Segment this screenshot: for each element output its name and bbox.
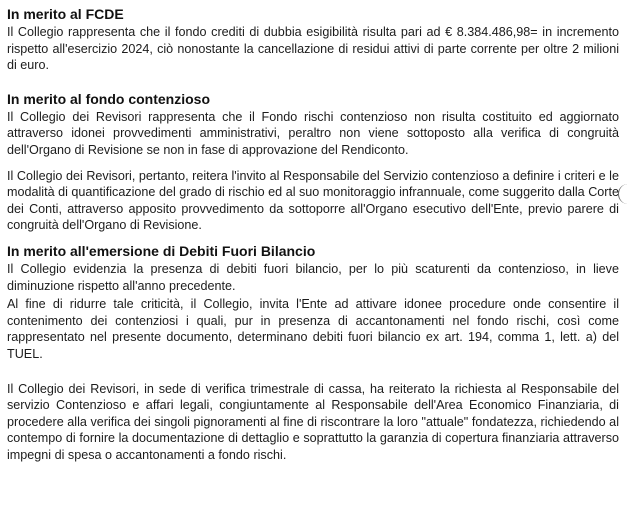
section-heading-fcde: In merito al FCDE [7, 6, 124, 22]
paragraph-fcde-1: Il Collegio rappresenta che il fondo crediti di dubbia esigibilità risulta pari ad € 8.384.486,98= in incremento rispetto all'esercizio 2024, ciò nonostante la cancellazione di residui attivi di parte corrente per oltre 2 milioni di euro. [7, 25, 619, 73]
document-page [7, 4, 619, 463]
section-debiti-fuori-bilancio [7, 243, 619, 363]
section-heading-debiti: In merito all'emersione di Debiti Fuori Bilancio [7, 242, 316, 259]
paragraph-debiti-1: Il Collegio evidenzia la presenza di debiti fuori bilancio, per lo più scaturenti da contenzioso, in lieve diminuzione rispetto all'anno precedente. [7, 261, 619, 293]
margin-bracket-mark [618, 184, 627, 204]
paragraph-cassa-1: Il Collegio dei Revisori, in sede di verifica trimestrale di cassa, ha reiterato la richiesta al Responsabile del servizio Contenzioso e affari legali, congiuntamente al Responsabile dell'Area Economico Finanziaria, di procedere alla verifica dei singoli pignoramenti al fine di riscontrare la loro "attuale" fondatezza, richiedendo al contempo di fornire la documentazione di dettaglio e soprattutto la garanzia di copertura finanziaria attraverso impegni di spesa o accantonamenti a fondo rischi. [7, 381, 619, 462]
paragraph-debiti-2: Al fine di ridurre tale criticità, il Collegio, invita l'Ente ad attivare idonee procedure onde consentire il contenimento dei contenziosi i quali, pur in presenza di accantonamenti nel fondo rischi, così come rappresentato nel presente documento, determinano debiti fuori bilancio ex art. 194, comma 1, lett. a) del TUEL. [7, 297, 619, 361]
section-verifica-cassa [7, 381, 619, 464]
section-fcde [7, 6, 619, 74]
paragraph-contenzioso-1: Il Collegio dei Revisori rappresenta che il Fondo rischi contenzioso non risulta costituito ed aggiornato attraverso idonei provvedimenti amministrativi, peraltro non viene sottoposto alla verifica di congruità dell'Organo di Revisione se non in fase di approvazione del Rendiconto. [7, 109, 619, 157]
paragraph-contenzioso-2: Il Collegio dei Revisori, pertanto, reitera l'invito al Responsabile del Servizio contenzioso a definire i criteri e le modalità di quantificazione del grado di rischio ed al suo monitoraggio infrannuale, come suggerito dalla Corte dei Conti, attraverso apposito provvedimento da sottoporre all'Organo esecutivo dell'Ente, previo parere di congruità dell'Organo di Revisione. [7, 168, 619, 233]
section-fondo-contenzioso [7, 91, 619, 234]
section-heading-contenzioso: In merito al fondo contenzioso [7, 90, 210, 107]
